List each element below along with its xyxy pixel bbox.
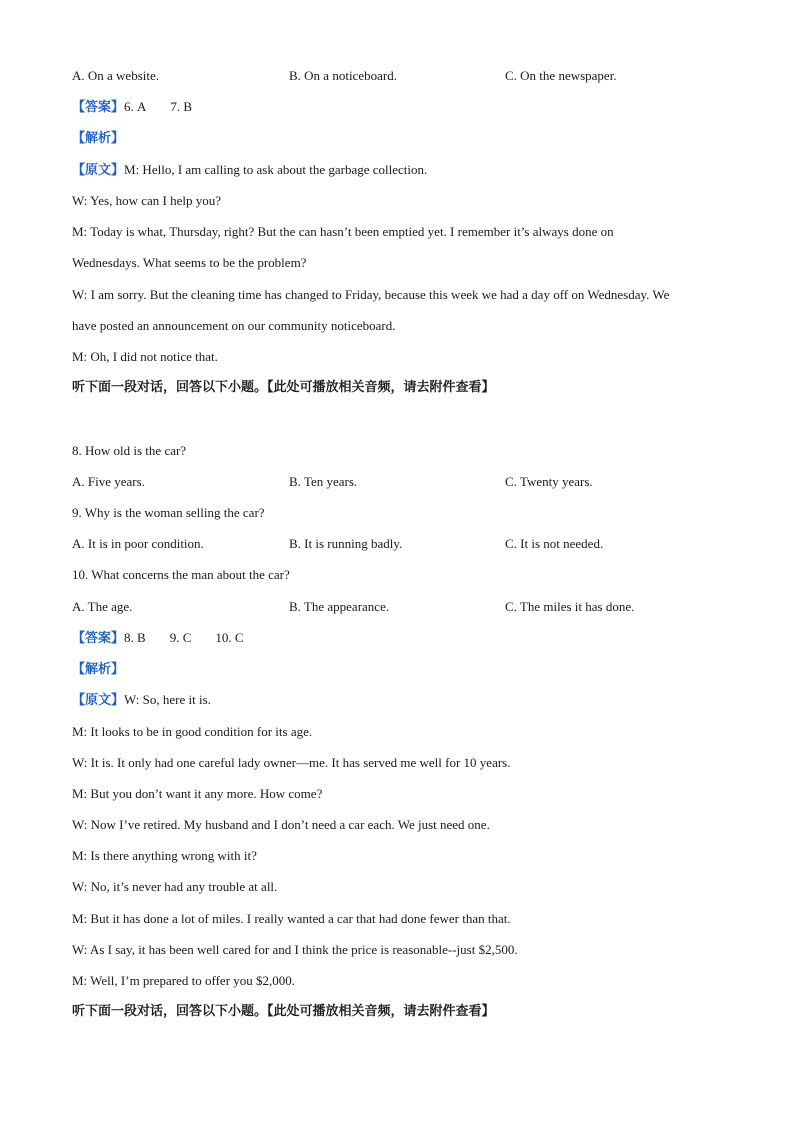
question-stem: 8. How old is the car? [72, 443, 187, 458]
option-c: C. Twenty years. [505, 474, 593, 489]
transcript-line: W: It is. It only had one careful lady owner—me. It has served me well for 10 years. [72, 755, 511, 770]
original-tag: 【原文】 [72, 162, 125, 177]
option-b: B. The appearance. [289, 599, 390, 614]
option-c: C. It is not needed. [505, 536, 604, 551]
transcript-line: M: Well, I’m prepared to offer you $2,000. [72, 973, 296, 988]
transcript-line: have posted an announcement on our community noticeboard. [72, 318, 396, 333]
transcript-line [72, 162, 427, 178]
option-a: A. It is in poor condition. [72, 536, 204, 551]
transcript-line: M: But it has done a lot of miles. I really wanted a car that had done fewer than that. [72, 911, 511, 926]
transcript-line: M: Today is what, Thursday, right? But the can hasn’t been emptied yet. I remember it’s always done on [72, 224, 614, 239]
option-c: C. On the newspaper. [505, 68, 617, 83]
transcript-line: W: I am sorry. But the cleaning time has changed to Friday, because this week we had a day off on Wednesday. We [72, 287, 670, 302]
analysis-tag-1: 【解析】 [72, 130, 125, 145]
answer-line-1 [72, 99, 192, 115]
answer-item: 6. A [124, 99, 147, 114]
answer-item: 7. B [170, 99, 193, 114]
transcript-line: M: It looks to be in good condition for its age. [72, 724, 313, 739]
question-stem: 10. What concerns the man about the car? [72, 567, 290, 582]
option-a: A. On a website. [72, 68, 160, 83]
answer-item: 9. C [169, 630, 192, 645]
question-stem: 9. Why is the woman selling the car? [72, 505, 265, 520]
transcript-line: W: No, it’s never had any trouble at all. [72, 879, 278, 894]
option-a: A. The age. [72, 599, 133, 614]
option-b: B. It is running badly. [289, 536, 403, 551]
transcript-line: W: Now I’ve retired. My husband and I don’t need a car each. We just need one. [72, 817, 490, 832]
answer-line-2 [72, 630, 244, 646]
analysis-tag-2: 【解析】 [72, 661, 125, 676]
transcript-line: W: As I say, it has been well cared for and I think the price is reasonable--just $2,500. [72, 942, 518, 957]
transcript-line: M: Is there anything wrong with it? [72, 848, 257, 863]
original-tag: 【原文】 [72, 692, 125, 707]
option-b: B. On a noticeboard. [289, 68, 397, 83]
transcript-text: M: Hello, I am calling to ask about the garbage collection. [124, 162, 428, 177]
answer-tag: 【答案】 [72, 99, 125, 114]
transcript-line [72, 692, 211, 708]
answer-tag: 【答案】 [72, 630, 125, 645]
option-b: B. Ten years. [289, 474, 358, 489]
transcript-line: W: Yes, how can I help you? [72, 193, 221, 208]
transcript-text: W: So, here it is. [124, 692, 211, 707]
transcript-line: M: But you don’t want it any more. How come? [72, 786, 323, 801]
option-a: A. Five years. [72, 474, 145, 489]
answer-item: 8. B [124, 630, 146, 645]
listen-instruction: 听下面一段对话，回答以下小题。【此处可播放相关音频，请去附件查看】 [72, 1004, 495, 1019]
transcript-line: Wednesdays. What seems to be the problem? [72, 255, 307, 270]
answer-item: 10. C [215, 630, 244, 645]
option-c: C. The miles it has done. [505, 599, 635, 614]
transcript-line: M: Oh, I did not notice that. [72, 349, 218, 364]
listen-instruction: 听下面一段对话，回答以下小题。【此处可播放相关音频，请去附件查看】 [72, 380, 495, 395]
